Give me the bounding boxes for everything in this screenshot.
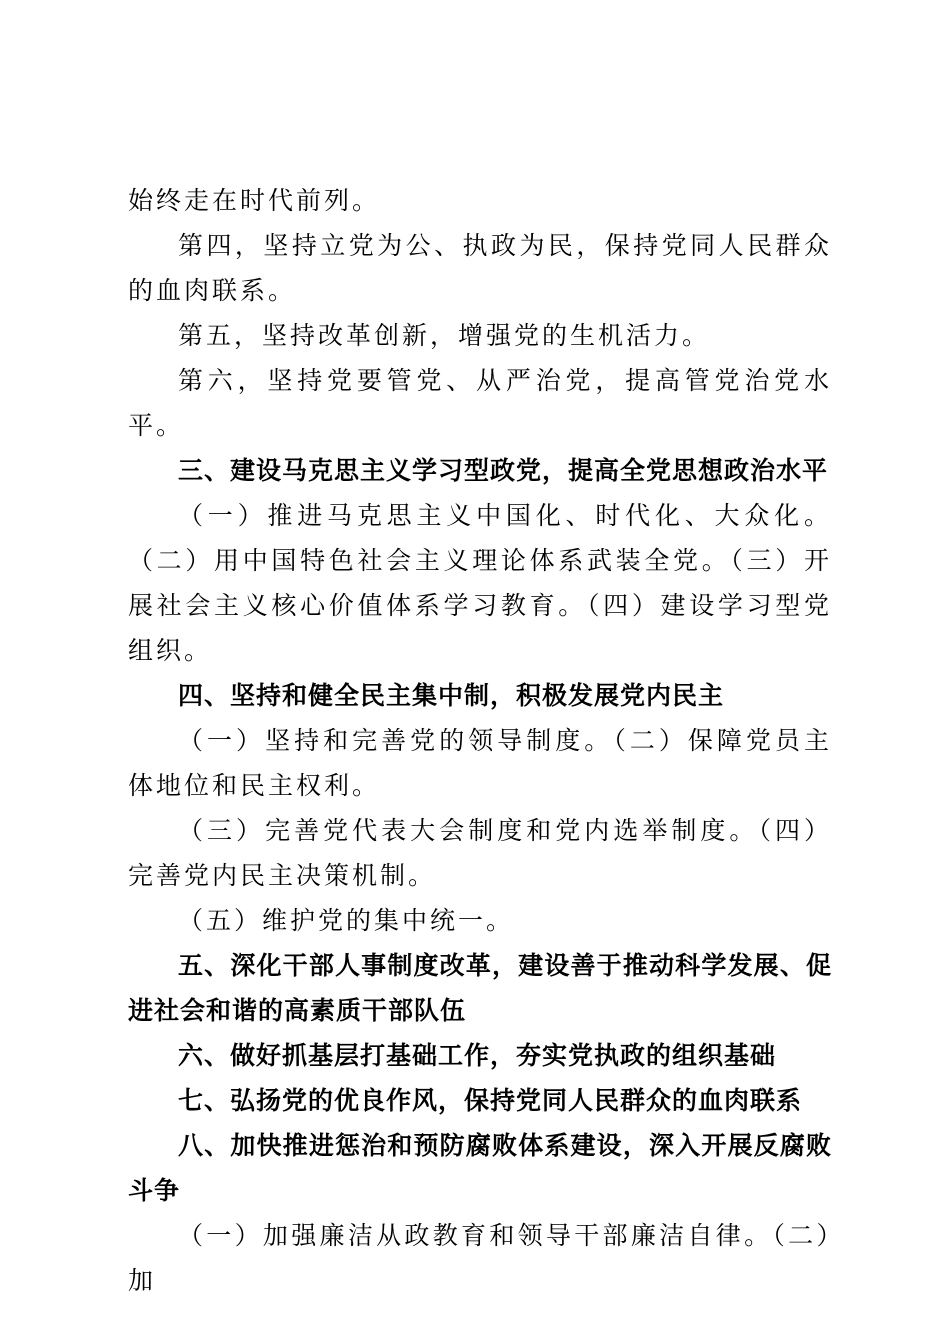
- section-heading-4: 四、坚持和健全民主集中制，积极发展党内民主: [178, 681, 725, 710]
- section-heading-3: 三、建设马克思主义学习型政党，提高全党思想政治水平: [178, 456, 829, 485]
- paragraph-fifth-point: 第五，坚持改革创新，增强党的生机活力。: [178, 321, 711, 350]
- section-heading-5: 五、深化干部人事制度改革，建设善于推动科学发展、促进社会和谐的高素质干部队伍: [128, 951, 832, 1025]
- section-heading-7: 七、弘扬党的优良作风，保持党同人民群众的血肉联系: [178, 1086, 803, 1115]
- paragraph-fourth-point: 第四，坚持立党为公、执政为民，保持党同人民群众的血肉联系。: [128, 231, 832, 305]
- section-8-items: （一）加强廉洁从政教育和领导干部廉洁自律。（二）加: [128, 1221, 832, 1295]
- document-body: [128, 178, 832, 1303]
- section-3-items: （一）推进马克思主义中国化、时代化、大众化。（二）用中国特色社会主义理论体系武装全党。（三）开展社会主义核心价值体系学习教育。（四）建设学习型党组织。: [128, 501, 832, 665]
- paragraph-sixth-point: 第六，坚持党要管党、从严治党，提高管党治党水平。: [128, 366, 832, 440]
- section-heading-6: 六、做好抓基层打基础工作，夯实党执政的组织基础: [178, 1041, 777, 1070]
- section-heading-8: 八、加快推进惩治和预防腐败体系建设，深入开展反腐败斗争: [128, 1131, 832, 1205]
- section-4-item-5: （五）维护党的集中统一。: [178, 906, 515, 935]
- section-4-items-1-2: （一）坚持和完善党的领导制度。（二）保障党员主体地位和民主权利。: [128, 726, 832, 800]
- paragraph-continuation: 始终走在时代前列。: [128, 186, 381, 215]
- section-4-items-3-4: （三）完善党代表大会制度和党内选举制度。（四）完善党内民主决策机制。: [128, 816, 832, 890]
